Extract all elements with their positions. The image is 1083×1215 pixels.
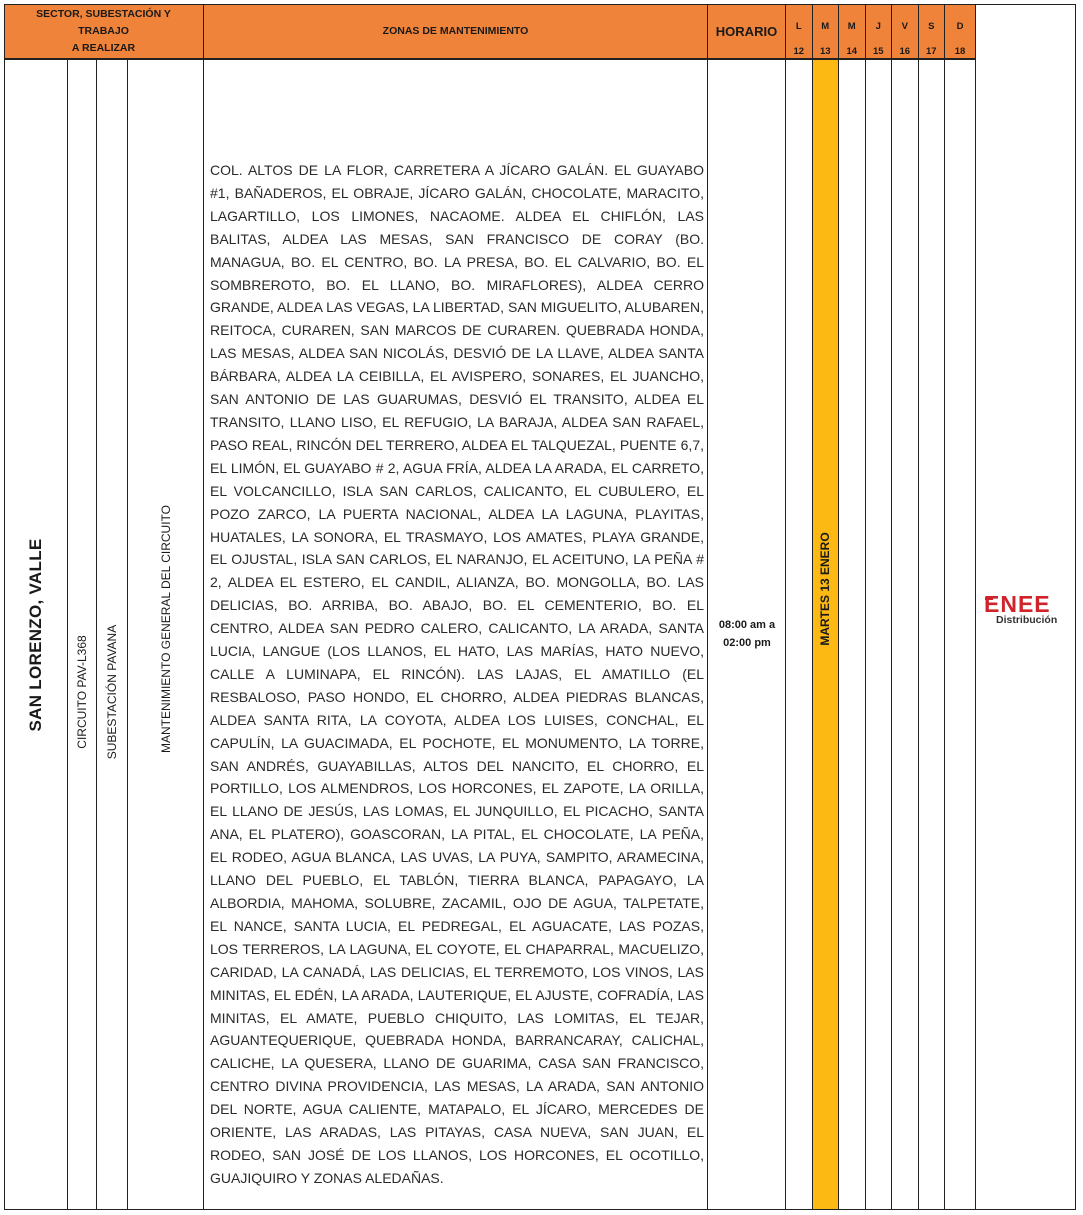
- day-letter: M: [847, 21, 856, 32]
- day-cell-fri: [892, 60, 919, 1210]
- header-sector-line1: SECTOR, SUBESTACIÓN Y TRABAJO: [36, 7, 171, 37]
- day-number: 12: [793, 46, 805, 57]
- day-letter: D: [956, 21, 964, 32]
- header-zonas: ZONAS DE MANTENIMIENTO: [204, 4, 708, 60]
- horario-end: 02:00 pm: [723, 637, 771, 649]
- header-blank: [976, 4, 1076, 60]
- header-horario: HORARIO: [708, 4, 786, 60]
- day-letter: M: [821, 21, 830, 32]
- header-day-sat: [919, 4, 946, 60]
- subestacion-cell: [97, 60, 128, 1210]
- header-sector: [4, 4, 204, 60]
- sector-cell: [4, 60, 68, 1210]
- header-day-fri: [892, 4, 919, 60]
- zonas-list: COL. ALTOS DE LA FLOR, CARRETERA A JÍCARO GALÁN. EL GUAYABO #1, BAÑADEROS, EL OBRAJE, JÍCARO GALÁN, CHOCOLATE, MARACITO, LAGARTILLO, LOS LIMONES, NACAOME. ALDEA EL CHIFLÓN, LAS BALITAS, ALDEA LAS MESAS, SAN FRANCISCO DE CORAY (BO. MANAGUA, BO. EL CENTRO, BO. LA PRESA, BO. EL CALVARIO, BO. EL SOMBREROTO, BO. EL LLANO, BO. MIRAFLORES), ALDEA CERRO GRANDE, ALDEA LAS VEGAS, LA LIBERTAD, SAN MIGUELITO, ALUBAREN, REITOCA, CURAREN, SAN MARCOS DE CURAREN. QUEBRADA HONDA, LAS MESAS, ALDEA SAN NICOLÁS, DESVIÓ DE LA LLAVE, ALDEA SANTA BÁRBARA, ALDEA LA CEIBILLA, EL AVISPERO, SONARES, EL JUANCHO, SAN ANTONIO DE LAS GUARUMAS, DESVIÓ EL TRANSITO, ALDEA EL TRANSITO, LLANO LISO, EL REFUGIO, LA BARAJA, ALDEA SAN RAFAEL, PASO REAL, RINCÓN DEL TERRERO, ALDEA EL TALQUEZAL, PUENTE 6,7, EL LIMÓN, EL GUAYABO # 2, AGUA FRÍA, ALDEA LA ARADA, EL CARRETO, EL VOLCANCILLO, ISLA SAN CARLOS, CALICANTO, EL CUBULERO, EL POZO ZARCO, LA PUERTA NACIONAL, ALDEA LA LAGUNA, PLAYITAS, HUATALES, LA SONORA, EL TRASMAYO, LOS AMATES, PLAYA GRANDE, EL OJUSTAL, ISLA SAN CARLOS, EL NARANJO, EL ACEITUNO, LA PEÑA # 2, ALDEA EL ESTERO, EL CANDIL, ALIANZA, BO. MONGOLLA, BO. LAS DELICIAS, BO. ARRIBA, BO. ABAJO, BO. EL CEMENTERIO, BO. EL CENTRO, ALDEA SAN PEDRO CALERO, CALICANTO, LA ARADA, SANTA LUCIA, LANGUE (LOS LLANOS, EL HATO, LAS MARÍAS, HATO NUEVO, CALLE A LUMINAPA, EL RINCÓN). LAS LAJAS, EL AMATILLO (EL RESBALOSO, PASO HONDO, EL CHORRO, ALDEA PIEDRAS BLANCAS, ALDEA SANTA RITA, LA COYOTA, ALDEA LOS LUISES, CONCHAL, EL CAPULÍN, LA GUACIMADA, EL POCHOTE, EL MONUMENTO, LA TORRE, SAN ANDRÉS, GUAYABILLAS, ALTOS DEL NANCITO, EL CHORRO, EL PORTILLO, LOS ALMENDROS, LOS HORCONES, EL ZAPOTE, LA ORILLA, EL LLANO DE JESÚS, LAS LOMAS, EL JUNQUILLO, EL PICACHO, SANTA ANA, EL PLATERO), GOASCORAN, LA PITAL, EL CHOCOLATE, LA PEÑA, EL RODEO, AGUA BLANCA, LAS UVAS, LA PUYA, SAMPITO, ARAMECINA, LLANO DEL PUEBLO, EL TABLÓN, TIERRA BLANCA, PAPAGAYO, LA ALBORDIA, MAHOMA, SOLUBRE, ZACAMIL, OJO DE AGUA, TALPETATE, EL NANCE, SANTA LUCIA, EL PEDREGAL, EL AGUACATE, LAS POZAS, LOS TERREROS, LA LAGUNA, EL COYOTE, EL CHAPARRAL, MACUELIZO, CARIDAD, LA CANADÁ, LAS DELICIAS, EL TERREMOTO, LOS VINOS, LAS MINITAS, EL EDÉN, LA ARADA, LAUTERIQUE, EL AJUSTE, COFRADÍA, LAS MINITAS, EL AMATE, PUEBLO CHIQUITO, LAS LOMITAS, EL TEJAR, AGUANTEQUERIQUE, QUEBRADA HONDA, BARRANCARAY, CALICHAL, CALICHE, LA QUESERA, LLANO DE GUARIMA, CASA SAN FRANCISCO, CENTRO DIVINA PROVIDENCIA, LAS MESAS, LA ARADA, SAN ANTONIO DEL NORTE, AGUA CALIENTE, MATAPALO, EL JÍCARO, MERCEDES DE ORIENTE, LAS ARADAS, LAS PITAYAS, CASA NUEVA, SAN JUAN, EL RODEO, SAN JOSÉ DE LOS LLANOS, LOS HORCONES, EL OCOTILLO, GUAJIQUIRO Y ZONAS ALEDAÑAS.: [210, 162, 704, 1186]
- day-cell-sat: [919, 60, 946, 1210]
- day-letter: V: [901, 21, 908, 32]
- logo-brand: ENEE: [984, 591, 1051, 617]
- header-day-mon: [786, 4, 813, 60]
- logo-subtitle: Distribución: [996, 614, 1058, 626]
- horario-value: [708, 616, 786, 652]
- day-number: 15: [872, 46, 884, 57]
- logo-cell: [976, 60, 1076, 1210]
- day-number: 14: [846, 46, 858, 57]
- day-number: 18: [954, 46, 966, 57]
- day-cell-sun: [945, 60, 976, 1210]
- sector-name: SAN LORENZO, VALLE: [25, 537, 45, 732]
- day-letter: S: [928, 21, 935, 32]
- day-letter: L: [795, 21, 802, 32]
- trabajo-label: MANTENIMIENTO GENERAL DEL CIRCUITO: [158, 504, 173, 753]
- header-day-sun: [945, 4, 976, 60]
- day-number: 16: [899, 46, 911, 57]
- fecha-label: MARTES 13 ENERO: [818, 531, 833, 646]
- header-day-thu: [866, 4, 893, 60]
- maintenance-schedule-table: [4, 4, 1076, 1210]
- day-cell-tue-highlight: [813, 60, 840, 1210]
- header-sector-line2: A REALIZAR: [71, 41, 136, 54]
- day-letter: J: [875, 21, 881, 32]
- horario-start: 08:00 am a: [718, 619, 776, 631]
- circuito-label: CIRCUITO PAV-L368: [75, 635, 89, 749]
- enee-logo: [984, 592, 1076, 628]
- day-number: 17: [925, 46, 937, 57]
- day-cell-mon: [786, 60, 813, 1210]
- day-cell-wed: [839, 60, 866, 1210]
- circuito-cell: [68, 60, 97, 1210]
- day-cell-thu: [866, 60, 893, 1210]
- subestacion-label: SUBESTACIÓN PAVANA: [105, 624, 119, 760]
- trabajo-cell: [128, 60, 204, 1210]
- day-number: 13: [819, 46, 831, 57]
- header-day-tue: [813, 4, 840, 60]
- header-day-wed: [839, 4, 866, 60]
